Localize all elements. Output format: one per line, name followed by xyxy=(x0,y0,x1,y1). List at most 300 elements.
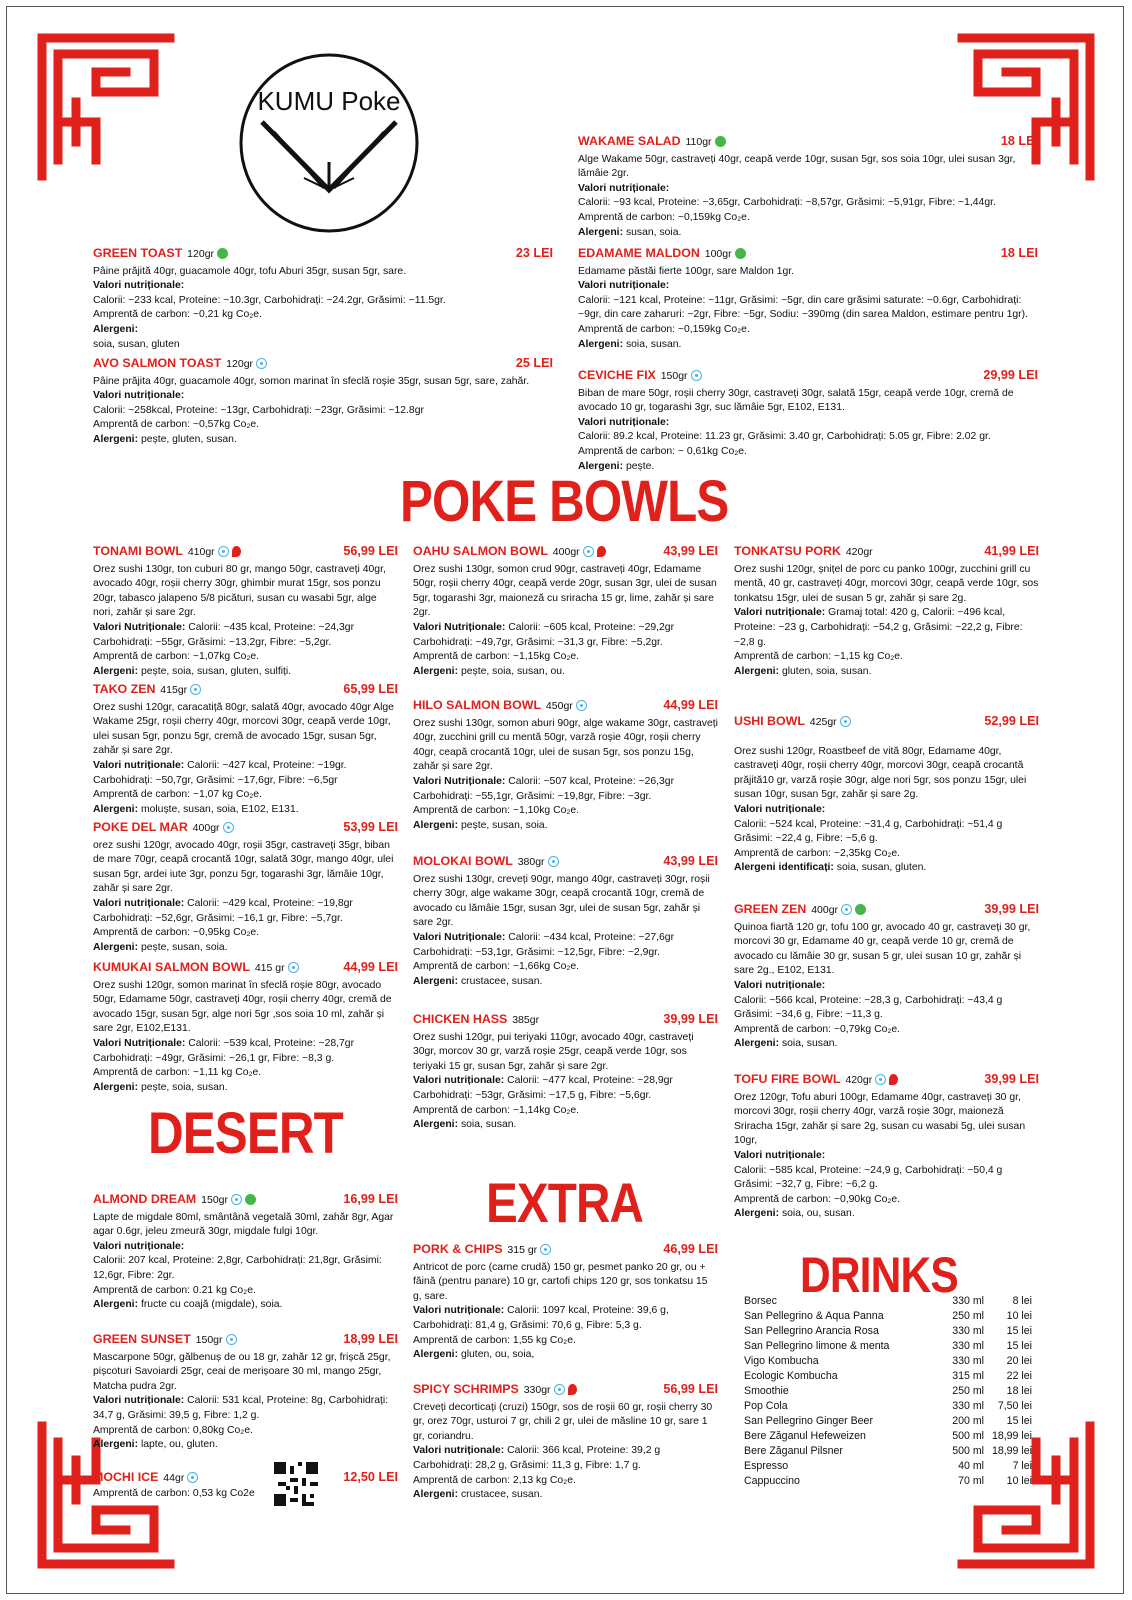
item-description: Orez sushi 130gr, ton cuburi 80 gr, mango 50gr, castraveți 40gr, avocado 40gr, roșii cherry 30gr, ghimbir murat 15gr, sos ponzu 20gr, tabasco jalapeno 5/8 picături, susan cu wasabi 5gr, alge nori, zahăr și sare 2gr. xyxy=(93,563,386,619)
menu-item-green-zen xyxy=(734,902,1039,1052)
item-name: CHICKEN HASS xyxy=(413,1012,508,1026)
carbon-footprint: Amprentă de carbon: ~1,10kg Co₂e. xyxy=(413,805,580,817)
carbon-footprint: Amprentă de carbon: ~0,90kg Co₂e. xyxy=(734,1193,901,1205)
vegan-leaf-icon xyxy=(735,248,746,259)
item-name: GREEN ZEN xyxy=(734,902,807,916)
item-name: HILO SALMON BOWL xyxy=(413,698,542,712)
carbon-footprint: Amprentă de carbon: 2,13 kg Co₂e. xyxy=(413,1474,576,1486)
item-weight: 450gr xyxy=(545,700,573,712)
item-weight: 150gr xyxy=(195,1334,223,1346)
item-price: 29,99 LEI xyxy=(983,368,1038,382)
nutrition-values: Calorii: ~233 kcal, Proteine: ~10.3gr, Carbohidrați: ~24.2gr, Grăsimi: ~11.5gr. xyxy=(93,294,446,306)
nutrition-values: Calorii: 89.2 kcal, Proteine: 11.23 gr, Grăsimi: 3.40 gr, Carbohidrați: 5.05 gr, Fibre: 2.02 gr. xyxy=(578,431,991,443)
carbon-footprint: Amprentă de carbon: 0,53 kg Co2e xyxy=(93,1487,255,1499)
carbon-footprint: Amprentă de carbon: ~ 0,61kg Co₂e. xyxy=(578,445,747,457)
drink-row xyxy=(744,1429,1032,1444)
item-price: 56,99 LEI xyxy=(343,544,398,558)
item-price: 56,99 LEI xyxy=(663,1382,718,1396)
item-weight: 420gr xyxy=(845,546,873,558)
nutrition-values: Calorii: ~435 kcal, Proteine: ~24,3gr Carbohidrați: ~55gr, Grăsimi: ~13,2gr, Fibre: ~5,2gr. xyxy=(93,621,355,648)
spicy-chili-icon xyxy=(889,1074,898,1085)
nutrition-values: Calorii: ~605 kcal, Proteine: ~29,2gr Carbohidrați: ~49,7gr, Grăsimi: ~31,3 gr, Fibre: ~5,2gr. xyxy=(413,621,675,648)
nutrition-values: Calorii: 366 kcal, Proteine: 39,2 g Carbohidrați: 28,2 g, Grăsimi: 11,3 g, Fibre: 1,7 g. xyxy=(413,1445,661,1471)
frozen-snowflake-icon xyxy=(226,1334,237,1345)
nutrition-values: Calorii: ~524 kcal, Proteine: ~31,4 g, Carbohidrați: ~51,4 g Grăsimi: ~22,4 g, Fibre: ~5,6 g. xyxy=(734,818,1003,845)
nutrition-values: Calorii: ~258kcal, Proteine: ~13gr, Carbohidrați: ~23gr, Grăsimi: ~12.8gr xyxy=(93,404,424,416)
allergens: pește. xyxy=(625,460,655,472)
menu-item-ushi-bowl xyxy=(734,714,1039,876)
drink-price: 8 lei xyxy=(1012,1295,1032,1307)
allergens: soia, susan, gluten. xyxy=(836,862,927,874)
item-description: Orez sushi 130gr, somon aburi 90gr, alge wakame 30gr, castraveți 40gr, zucchini grill cu mentă 50gr, varză roșie 40gr, roșii cherry 40gr, ceapă crocantă 10gr, ulei de susan 5gr, sos ponzu 15g, zahăr și sare 2gr. xyxy=(413,717,718,773)
item-weight: 385gr xyxy=(512,1014,540,1026)
allergens-label: Alergeni: xyxy=(734,665,780,677)
item-description: Antricot de porc (carne crudă) 150 gr, pesmet panko 20 gr, ou + făină (pentru panare) 10 gr, cartofi chips 120 gr, sos tonkatsu 15 g, sare. xyxy=(413,1261,708,1302)
item-weight: 380gr xyxy=(517,856,545,868)
item-name: ALMOND DREAM xyxy=(93,1192,197,1206)
drink-name: Ecologic Kombucha xyxy=(744,1370,838,1382)
nutrition-values: Calorii: ~121 kcal, Proteine: ~11gr, Grăsimi: ~5gr, din care grăsimi saturate: ~0.6gr, Carbohidrați: ~9gr, din care zaharuri: ~2gr, Fibre: ~5gr, Sodiu: ~390mg (din sarea Maldon, estimare pentru 1gr). xyxy=(578,294,1028,321)
menu-item-tonami-bowl xyxy=(93,544,398,679)
carbon-footprint: Amprentă de carbon: ~0,95kg Co₂e. xyxy=(93,927,260,939)
item-price: 43,99 LEI xyxy=(663,544,718,558)
nutrition-values: Calorii: ~539 kcal, Proteine: ~28,7gr Carbohidrați: ~49gr, Grăsimi: ~26,1 gr, Fibre: ~8,3 g. xyxy=(93,1037,355,1064)
drink-price: 15 lei xyxy=(1006,1325,1032,1337)
carbon-footprint: Amprentă de carbon: ~1,11 kg Co₂e. xyxy=(93,1067,262,1079)
item-price: 16,99 LEI xyxy=(343,1192,398,1206)
menu-item-pork-chips xyxy=(413,1242,718,1363)
drink-name: Smoothie xyxy=(744,1385,789,1397)
item-weight: 120gr xyxy=(226,358,254,370)
allergens-label: Alergeni: xyxy=(93,803,139,815)
nutrition-values: Calorii: 207 kcal, Proteine: 2,8gr, Carbohidrați: 21,8gr, Grăsimi: 12,6gr, Fibre: 2gr. xyxy=(93,1255,382,1281)
allergens: gluten, soia, susan. xyxy=(781,665,872,677)
nutrition-label: Valori Nutriționale: xyxy=(413,775,506,787)
menu-item-mochi-ice xyxy=(93,1470,398,1501)
item-weight: 400gr xyxy=(192,822,220,834)
drink-row xyxy=(744,1309,1032,1324)
allergens: pește, soia, susan. xyxy=(140,1081,228,1093)
item-price: 52,99 LEI xyxy=(984,714,1039,728)
item-name: WAKAME SALAD xyxy=(578,134,681,148)
allergens-label: Alergeni: xyxy=(93,323,139,335)
menu-item-tako-zen xyxy=(93,682,398,817)
spicy-chili-icon xyxy=(232,546,241,557)
drink-row xyxy=(744,1399,1032,1414)
item-price: 53,99 LEI xyxy=(343,820,398,834)
item-price: 18,99 LEI xyxy=(343,1332,398,1346)
nutrition-label: Valori nutriționale: xyxy=(413,1305,505,1317)
item-weight: 150gr xyxy=(660,370,688,382)
allergens: pește, gluten, susan. xyxy=(140,433,237,445)
qr-code-icon[interactable] xyxy=(274,1462,318,1506)
drink-row xyxy=(744,1474,1032,1489)
drink-price: 18,99 lei xyxy=(991,1445,1032,1457)
drink-row xyxy=(744,1414,1032,1429)
carbon-footprint: Amprentă de carbon: 0,80kg Co₂e. xyxy=(93,1424,253,1436)
drink-size: 200 ml xyxy=(952,1415,984,1427)
frozen-snowflake-icon xyxy=(840,716,851,727)
allergens: soia, susan. xyxy=(460,1119,517,1131)
menu-item-avo-salmon-toast xyxy=(93,356,553,448)
allergens-label: Alergeni: xyxy=(93,1299,139,1311)
drink-size: 330 ml xyxy=(952,1325,984,1337)
allergens: soia, susan, gluten xyxy=(93,338,180,350)
item-description: orez sushi 120gr, avocado 40gr, roșii 35gr, castraveți 35gr, biban de mare 70gr, ceapă crocantă 10gr, salată 30gr, mango 40gr, ulei susan 5gr, ardei iute 3gr, ponzu 5gr, togarashi 3gr, lămâie 10gr, zahăr și sare 2gr. xyxy=(93,839,394,895)
item-weight: 150gr xyxy=(201,1194,228,1206)
item-name: MOLOKAI BOWL xyxy=(413,854,513,868)
item-description: Biban de mare 50gr, roșii cherry 30gr, castraveți 30gr, salată 15gr, ceapă verde 10gr, cremă de avocado 10 gr, togarashi 3gr, suc lămâie 5gr, E102, E131. xyxy=(578,387,1014,414)
menu-item-green-sunset xyxy=(93,1332,398,1453)
vegan-leaf-icon xyxy=(855,904,866,915)
nutrition-label: Valori nutriționale: xyxy=(734,979,826,991)
item-weight: 420gr xyxy=(845,1074,873,1086)
item-name: PORK & CHIPS xyxy=(413,1242,503,1256)
frozen-snowflake-icon xyxy=(554,1384,565,1395)
nutrition-label: Valori nutriționale: xyxy=(93,280,185,292)
item-description: Orez sushi 120gr, Roastbeef de vită 80gr, Edamame 40gr, castraveți 40gr, roșii cherry 40gr, morcovi 30gr, ceapă crocantă prăjită10 gr, varză roșie 30gr, alge nori 5gr, sos ponzu 15gr, ulei susan 10gr, susan 5gr, zahăr și sare 2g. xyxy=(734,745,1027,801)
nutrition-values: Calorii: ~477 kcal, Proteine: ~28,9gr Carbohidrați: ~53gr, Grăsimi: ~17,5 g, Fibre: ~5,6gr. xyxy=(413,1075,673,1101)
carbon-footprint: Amprentă de carbon: ~1,15 kg Co₂e. xyxy=(734,651,903,663)
vegan-leaf-icon xyxy=(715,136,726,147)
nutrition-values: Calorii: ~566 kcal, Proteine: ~28,3 g, Carbohidrați: ~43,4 g Grăsimi: ~34,6 g, Fibre: ~11,3 g. xyxy=(734,994,1003,1021)
drink-row xyxy=(744,1324,1032,1339)
item-name: TAKO ZEN xyxy=(93,682,156,696)
item-description: Creveți decorticați (cruzi) 150gr, sos de roșii 60 gr, roșii cherry 30 gr, orez 70gr, usturoi 7 gr, chili 2 gr, ulei de măsline 10 gr, sare 1 gr, coriandru. xyxy=(413,1401,713,1442)
frozen-snowflake-icon xyxy=(223,822,234,833)
item-description: Pâine prăjita 40gr, guacamole 40gr, somon marinat în sfeclă roșie 35gr, susan 5gr, sare, zahăr. xyxy=(93,375,530,387)
brand-logo xyxy=(234,50,424,236)
nutrition-values: Calorii: ~429 kcal, Proteine: ~19,8gr Carbohidrați: ~52,6gr, Grăsimi: ~16,1 gr, Fibre: ~5,7gr. xyxy=(93,897,353,924)
drink-price: 7,50 lei xyxy=(997,1400,1032,1412)
logo-text: KUMU Poke xyxy=(257,86,401,116)
frozen-snowflake-icon xyxy=(288,962,299,973)
menu-item-green-toast xyxy=(93,246,553,352)
item-name: POKE DEL MAR xyxy=(93,820,188,834)
carbon-footprint: Amprentă de carbon: 1,55 kg Co₂e. xyxy=(413,1334,576,1346)
item-name: SPICY SCHRIMPS xyxy=(413,1382,519,1396)
item-price: 44,99 LEI xyxy=(663,698,718,712)
item-weight: 120gr xyxy=(187,248,215,260)
drink-name: Vigo Kombucha xyxy=(744,1355,819,1367)
item-description: Alge Wakame 50gr, castraveți 40gr, ceapă verde 10gr, susan 5gr, sos soia 10gr, ulei susan 3gr, lămâie 2gr. xyxy=(578,153,1016,180)
menu-item-almond-dream xyxy=(93,1192,398,1313)
carbon-footprint: Amprentă de carbon: ~0,159kg Co₂e. xyxy=(578,323,750,335)
allergens-label: Alergeni identificați: xyxy=(734,862,834,874)
item-weight: 400gr xyxy=(552,546,580,558)
item-price: 23 LEI xyxy=(515,246,553,260)
menu-item-tonkatsu-pork xyxy=(734,544,1039,679)
item-description: Mascarpone 50gr, gălbenuș de ou 18 gr, zahăr 12 gr, frișcă 25gr, pișcoturi Savoiardi 25gr, ceai de merișoare 30 ml, mango 25gr, Matcha pudra 2gr. xyxy=(93,1351,391,1392)
allergens: soia, susan. xyxy=(781,1038,838,1050)
carbon-footprint: Amprentă de carbon: 0.21 kg Co₂e. xyxy=(93,1284,256,1296)
carbon-footprint: Amprentă de carbon: ~1,66kg Co₂e. xyxy=(413,961,580,973)
nutrition-label: Valori nutriționale: xyxy=(93,390,185,402)
spicy-chili-icon xyxy=(568,1384,577,1395)
drink-name: Cappuccino xyxy=(744,1475,800,1487)
item-weight: 330gr xyxy=(523,1384,551,1396)
carbon-footprint: Amprentă de carbon: ~1,15kg Co₂e. xyxy=(413,651,580,663)
item-name: TONKATSU PORK xyxy=(734,544,841,558)
item-weight: 315 gr xyxy=(507,1244,538,1256)
nutrition-label: Valori nutriționale: xyxy=(734,1149,826,1161)
menu-item-chicken-hass xyxy=(413,1012,718,1133)
nutrition-label: Valori Nutriționale: xyxy=(93,621,186,633)
item-name: AVO SALMON TOAST xyxy=(93,356,222,370)
nutrition-label: Valori nutriționale: xyxy=(413,1445,505,1457)
menu-item-poke-del-mar xyxy=(93,820,398,955)
item-price: 12,50 LEI xyxy=(343,1470,398,1484)
item-description: Lapte de migdale 80ml, smântână vegetală 30ml, zahăr 8gr, Agar agar 0.6gr, jeleu zmeură 30gr, migdale fulgi 10gr. xyxy=(93,1211,394,1238)
allergens: crustacee, susan. xyxy=(460,975,543,987)
section-title-poke-bowls: POKE BOWLS xyxy=(400,469,729,534)
menu-item-ceviche-fix xyxy=(578,368,1038,474)
allergens: soia, ou, susan. xyxy=(781,1208,855,1220)
section-title-drinks: DRINKS xyxy=(800,1247,958,1303)
drink-price: 15 lei xyxy=(1006,1340,1032,1352)
allergens: susan, soia. xyxy=(625,226,682,238)
item-name: CEVICHE FIX xyxy=(578,368,656,382)
drink-price: 7 lei xyxy=(1012,1460,1032,1472)
menu-item-tofu-fire-bowl xyxy=(734,1072,1039,1222)
nutrition-label: Valori Nutriționale: xyxy=(413,621,506,633)
allergens: gluten, ou, soia, xyxy=(460,1349,535,1361)
item-price: 39,99 LEI xyxy=(663,1012,718,1026)
allergens-label: Alergeni: xyxy=(93,433,139,445)
allergens-label: Alergeni: xyxy=(413,1349,459,1361)
menu-item-edamame-maldon xyxy=(578,246,1038,352)
item-weight: 110gr xyxy=(685,136,712,148)
item-name: MOCHI ICE xyxy=(93,1470,159,1484)
drink-name: Bere Zăganul Pilsner xyxy=(744,1445,843,1457)
nutrition-label: Valori nutriționale: xyxy=(578,416,670,428)
carbon-footprint: Amprentă de carbon: ~1,07kg Co₂e. xyxy=(93,651,260,663)
drink-name: Pop Cola xyxy=(744,1400,788,1412)
corner-ornament-top-left xyxy=(36,32,176,182)
allergens-label: Alergeni: xyxy=(578,338,624,350)
drink-name: Borsec xyxy=(744,1295,777,1307)
item-weight: 410gr xyxy=(187,546,215,558)
nutrition-label: Valori nutriționale: xyxy=(413,1075,505,1087)
allergens-label: Alergeni: xyxy=(578,226,624,238)
frozen-snowflake-icon xyxy=(218,546,229,557)
nutrition-label: Valori nutriționale: xyxy=(734,607,826,619)
drink-size: 330 ml xyxy=(952,1340,984,1352)
frozen-snowflake-icon xyxy=(583,546,594,557)
nutrition-values: Calorii: 531 kcal, Proteine: 8g, Carbohidrați: 34,7 g, Grăsimi: 39,5 g, Fibre: 1,2 g. xyxy=(93,1395,389,1421)
nutrition-label: Valori nutriționale: xyxy=(734,803,826,815)
nutrition-values: Calorii: ~507 kcal, Proteine: ~26,3gr Carbohidrați: ~55,1gr, Grăsimi: ~19,8gr, Fibre: ~3gr. xyxy=(413,775,675,802)
drink-price: 18,99 lei xyxy=(991,1430,1032,1442)
allergens-label: Alergeni: xyxy=(413,1489,459,1501)
allergens: crustacee, susan. xyxy=(460,1489,543,1501)
item-description: Orez sushi 120gr, somon marinat în sfeclă roșie 80gr, avocado 50gr, Edamame 50gr, castraveți 40gr, roșii cherry 40gr, cremă de avocado 15gr, susan 5gr, alge nori 5gr ,sos soia 10 ml, zahăr și sare 2gr, E102,E131. xyxy=(93,979,392,1035)
allergens: fructe cu coajă (migdale), soia. xyxy=(140,1299,283,1311)
item-description: Orez sushi 120gr, pui teriyaki 110gr, avocado 40gr, castraveți 30gr, morcov 30 gr, varză roșie 25gr, ceapă verde 10gr, sos teriyaki 15 gr, susan 5gr, zahăr și sare 2gr. xyxy=(413,1031,694,1072)
drink-size: 330 ml xyxy=(952,1295,984,1307)
nutrition-label: Valori nutriționale: xyxy=(93,1395,185,1407)
spicy-chili-icon xyxy=(597,546,606,557)
frozen-snowflake-icon xyxy=(841,904,852,915)
item-weight: 425gr xyxy=(809,716,837,728)
drink-size: 250 ml xyxy=(952,1310,984,1322)
item-price: 44,99 LEI xyxy=(343,960,398,974)
item-name: GREEN TOAST xyxy=(93,246,183,260)
item-weight: 415 gr xyxy=(254,962,285,974)
allergens: pește, susan, soia. xyxy=(460,819,548,831)
drink-size: 315 ml xyxy=(952,1370,984,1382)
item-price: 39,99 LEI xyxy=(984,902,1039,916)
frozen-snowflake-icon xyxy=(231,1194,242,1205)
drink-row xyxy=(744,1294,1032,1309)
drink-size: 500 ml xyxy=(952,1430,984,1442)
section-title-desert: DESERT xyxy=(148,1101,343,1166)
menu-item-hilo-salmon-bowl xyxy=(413,698,718,833)
menu-item-molokai-bowl xyxy=(413,854,718,989)
vegan-leaf-icon xyxy=(245,1194,256,1205)
frozen-snowflake-icon xyxy=(576,700,587,711)
allergens-label: Alergeni: xyxy=(734,1038,780,1050)
drink-size: 500 ml xyxy=(952,1445,984,1457)
drink-price: 22 lei xyxy=(1006,1370,1032,1382)
item-description: Orez sushi 120gr, caracatiță 80gr, salată 40gr, avocado 40gr Alge Wakame 25gr, roșii cherry 40gr, morcovi 30gr, ceapă verde 10gr, ulei susan 5gr, ponzu 5gr, cremă de avocado 15gr, susan 5gr, zahăr și sare 2gr. xyxy=(93,701,394,757)
section-title-extra: EXTRA xyxy=(486,1171,644,1234)
allergens-label: Alergeni: xyxy=(413,819,459,831)
item-price: 18 LEI xyxy=(1000,246,1038,260)
item-price: 39,99 LEI xyxy=(984,1072,1039,1086)
allergens-label: Alergeni: xyxy=(93,941,139,953)
menu-item-spicy-schrimps xyxy=(413,1382,718,1503)
item-name: TOFU FIRE BOWL xyxy=(734,1072,841,1086)
item-weight: 100gr xyxy=(704,248,732,260)
item-description: Orez sushi 120gr, șnițel de porc cu panko 100gr, zucchini grill cu mentă, 40 gr, castraveți 40gr, morcovi 30gr, ceapă verde 10gr, sos tonkatsu 15gr, ulei de susan 5 gr, zahăr și sare 2g. xyxy=(734,563,1039,604)
allergens: lapte, ou, gluten. xyxy=(140,1439,218,1451)
item-weight: 400gr xyxy=(811,904,839,916)
item-price: 46,99 LEI xyxy=(663,1242,718,1256)
drink-name: Bere Zăganul Hefeweizen xyxy=(744,1430,866,1442)
drink-row xyxy=(744,1354,1032,1369)
drink-size: 40 ml xyxy=(958,1460,984,1472)
carbon-footprint: Amprentă de carbon: ~0,79kg Co₂e. xyxy=(734,1023,901,1035)
drink-row xyxy=(744,1339,1032,1354)
carbon-footprint: Amprentă de carbon: ~1,14kg Co₂e. xyxy=(413,1104,580,1116)
item-name: OAHU SALMON BOWL xyxy=(413,544,548,558)
item-weight: 415gr xyxy=(160,684,188,696)
frozen-snowflake-icon xyxy=(875,1074,886,1085)
allergens-label: Alergeni: xyxy=(93,1439,139,1451)
menu-item-wakame-salad xyxy=(578,134,1038,240)
item-price: 43,99 LEI xyxy=(663,854,718,868)
frozen-snowflake-icon xyxy=(190,684,201,695)
item-description: Orez sushi 130gr, creveți 90gr, mango 40gr, castraveți 30gr, roșii cherry 30gr, alge wakame 30gr, ceapă crocantă 10gr, cremă de avocado cu lămâie 15gr, susan 3gr, ulei de susan 5gr, zahăr și sare 2gr. xyxy=(413,873,710,929)
frozen-snowflake-icon xyxy=(256,358,267,369)
nutrition-values: Gramaj total: 420 g, Calorii: ~496 kcal, Proteine: ~23 g, Carbohidrați: ~54,2 g, Grăsimi: ~22,2 g, Fibre: ~2,8 g. xyxy=(734,607,1023,648)
frozen-snowflake-icon xyxy=(691,370,702,381)
drink-row xyxy=(744,1459,1032,1474)
item-name: KUMUKAI SALMON BOWL xyxy=(93,960,250,974)
nutrition-values: Calorii: ~93 kcal, Proteine: ~3,65gr, Carbohidrați: ~8,57gr, Grăsimi: ~5,91gr, Fibre: ~1,44gr. xyxy=(578,197,996,209)
allergens: soia, susan. xyxy=(625,338,682,350)
frozen-snowflake-icon xyxy=(540,1244,551,1255)
item-description: Pâine prăjită 40gr, guacamole 40gr, tofu Aburi 35gr, susan 5gr, sare. xyxy=(93,265,407,277)
drink-name: Espresso xyxy=(744,1460,789,1472)
drink-size: 330 ml xyxy=(952,1355,984,1367)
drink-name: San Pellegrino Ginger Beer xyxy=(744,1415,873,1427)
nutrition-label: Valori nutriționale: xyxy=(93,759,185,771)
menu-item-kumukai-salmon-bowl xyxy=(93,960,398,1095)
frozen-snowflake-icon xyxy=(187,1472,198,1483)
nutrition-values: Calorii: ~585 kcal, Proteine: ~24,9 g, Carbohidrați: ~50,4 g Grăsimi: ~32,7 g, Fibre: ~6,2 g. xyxy=(734,1164,1003,1191)
menu-item-oahu-salmon-bowl xyxy=(413,544,718,679)
drink-size: 330 ml xyxy=(952,1400,984,1412)
carbon-footprint: Amprentă de carbon: ~0,159kg Co₂e. xyxy=(578,211,750,223)
nutrition-values: Calorii: ~427 kcal, Proteine: ~19gr. Carbohidrați: ~50,7gr, Grăsimi: ~17,6gr, Fibre: ~6,5gr xyxy=(93,759,347,786)
drink-price: 20 lei xyxy=(1006,1355,1032,1367)
carbon-footprint: Amprentă de carbon: ~0,21 kg Co₂e. xyxy=(93,309,262,321)
drinks-list xyxy=(744,1294,1032,1489)
nutrition-label: Valori nutriționale: xyxy=(578,280,670,292)
drink-price: 10 lei xyxy=(1006,1310,1032,1322)
nutrition-label: Valori Nutriționale: xyxy=(93,1037,186,1049)
item-name: EDAMAME MALDON xyxy=(578,246,700,260)
allergens-label: Alergeni: xyxy=(413,975,459,987)
drink-name: San Pellegrino limone & menta xyxy=(744,1340,890,1352)
drink-size: 250 ml xyxy=(952,1385,984,1397)
allergens-label: Alergeni: xyxy=(93,1081,139,1093)
drink-row xyxy=(744,1384,1032,1399)
item-name: GREEN SUNSET xyxy=(93,1332,191,1346)
drink-size: 70 ml xyxy=(958,1475,984,1487)
item-price: 25 LEI xyxy=(515,356,553,370)
allergens: pește, soia, susan, ou. xyxy=(460,665,565,677)
allergens: pește, soia, susan, gluten, sulfiți. xyxy=(140,665,292,677)
item-name: USHI BOWL xyxy=(734,714,805,728)
drink-price: 15 lei xyxy=(1006,1415,1032,1427)
item-weight: 44gr xyxy=(163,1472,185,1484)
carbon-footprint: Amprentă de carbon: ~2,35kg Co₂e. xyxy=(734,847,901,859)
carbon-footprint: Amprentă de carbon: ~0,57kg Co₂e. xyxy=(93,419,260,431)
frozen-snowflake-icon xyxy=(548,856,559,867)
nutrition-label: Valori nutriționale: xyxy=(578,182,670,194)
drink-row xyxy=(744,1369,1032,1384)
vegan-leaf-icon xyxy=(217,248,228,259)
drink-price: 10 lei xyxy=(1006,1475,1032,1487)
allergens-label: Alergeni: xyxy=(734,1208,780,1220)
allergens-label: Alergeni: xyxy=(413,1119,459,1131)
item-description: Edamame păstăi fierte 100gr, sare Maldon 1gr. xyxy=(578,265,795,277)
item-price: 18 LEI xyxy=(1000,134,1038,148)
nutrition-label: Valori nutriționale: xyxy=(93,1240,185,1252)
carbon-footprint: Amprentă de carbon: ~1,07 kg Co₂e. xyxy=(93,789,262,801)
logo-mark-icon xyxy=(234,50,424,236)
allergens-label: Alergeni: xyxy=(578,460,624,472)
drink-price: 18 lei xyxy=(1006,1385,1032,1397)
item-price: 41,99 LEI xyxy=(984,544,1039,558)
nutrition-values: Calorii: 1097 kcal, Proteine: 39,6 g, Carbohidrați: 81,4 g, Grăsimi: 70,6 g, Fibre: 5,3 g. xyxy=(413,1305,669,1331)
allergens: pește, susan, soia. xyxy=(140,941,228,953)
item-price: 65,99 LEI xyxy=(343,682,398,696)
allergens-label: Alergeni: xyxy=(413,665,459,677)
drink-name: San Pellegrino Arancia Rosa xyxy=(744,1325,879,1337)
drink-name: San Pellegrino & Aqua Panna xyxy=(744,1310,884,1322)
item-name: TONAMI BOWL xyxy=(93,544,183,558)
allergens: moluște, susan, soia, E102, E131. xyxy=(140,803,299,815)
nutrition-values: Calorii: ~434 kcal, Proteine: ~27,6gr Carbohidrați: ~53,1gr, Grăsimi: ~12,5gr, Fibre: ~2,9gr. xyxy=(413,931,675,958)
item-description: Quinoa fiartă 120 gr, tofu 100 gr, avocado 40 gr, castraveți 30 gr, morcovi 30 gr, Edamame 40 gr, ceapă verde 10 gr, cremă de avocado cu lămâie 30 gr, susan 5 gr, ulei susan 10 gr, zahăr și sare 2g., E102, E131. xyxy=(734,921,1031,977)
allergens-label: Alergeni: xyxy=(93,665,139,677)
nutrition-label: Valori Nutriționale: xyxy=(413,931,506,943)
item-description: Orez sushi 130gr, somon crud 90gr, castraveți 40gr, Edamame 50gr, roșii cherry 40gr, ceapă verde 20gr, susan 3gr, ulei de susan 5gr, togarashi 3gr, maioneză cu sriracha 15 gr, lime, zahăr și sare 2gr. xyxy=(413,563,717,619)
